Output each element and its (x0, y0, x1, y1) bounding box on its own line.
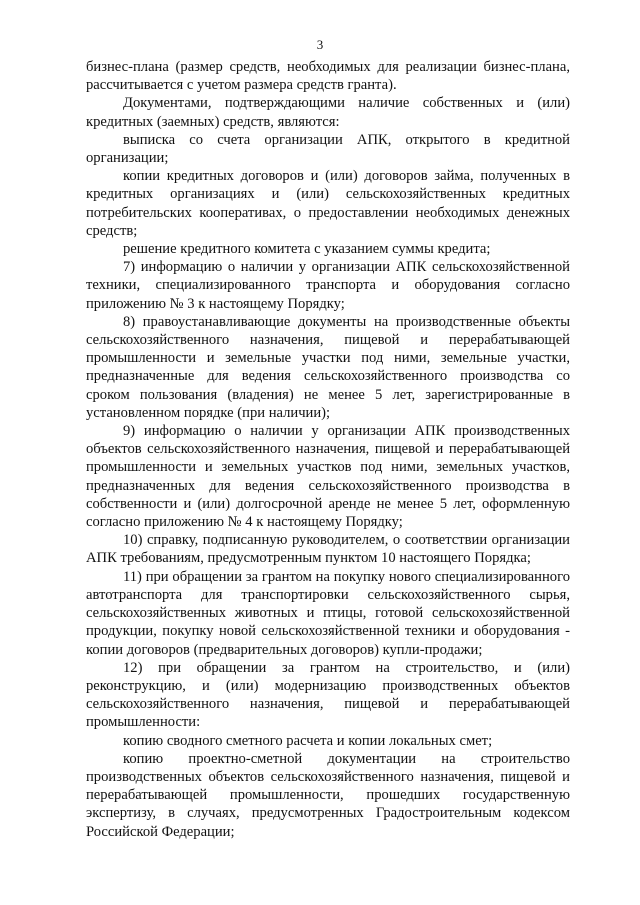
paragraph-1: бизнес-плана (размер средств, необходимых для реализации бизнес-плана, рассчитывается с учетом размера средств гранта). (86, 59, 570, 94)
paragraph-project-docs: копию проектно-сметной документации на строительство производственных объектов сельскохозяйственного назначения, пищевой и перерабатывающей промышленности, прошедших государственную экспертизу, в случаях, предусмотренных Градостроительным кодексом Российской Федерации; (86, 750, 570, 840)
paragraph-5: решение кредитного комитета с указанием суммы кредита; (123, 241, 491, 258)
paragraph-item-12: 12) при обращении за грантом на строительство, и (или) реконструкцию, и (или) модернизацию производственных объектов сельскохозяйственного назначения, пищевой и перерабатывающей промышленности: (86, 659, 570, 731)
paragraph-item-11: 11) при обращении за грантом на покупку нового специализированного автотранспорта для транспортировки сельскохозяйственного сырья, сельскохозяйственных животных и птицы, готовой сельскохозяйственной продукции, покупку новой сельскохозяйственной техники и оборудования - копии договоров (предварительных договоров) купли-продажи; (86, 568, 570, 658)
paragraph-2: Документами, подтверждающими наличие собственных и (или) кредитных (заемных) средств, являются: (86, 95, 570, 130)
document-body (86, 58, 570, 841)
page-number: 3 (316, 37, 324, 52)
paragraph-item-7: 7) информацию о наличии у организации АПК сельскохозяйственной техники, специализированного транспорта и оборудования согласно приложению № 3 к настоящему Порядку; (86, 259, 570, 312)
paragraph-item-8: 8) правоустанавливающие документы на производственные объекты сельскохозяйственного назначения, пищевой и перерабатывающей промышленности и земельные участки под ними, земельные участки, предназначенные для ведения сельскохозяйственного производства со сроком пользования (владения) не менее 5 лет, зарегистрированные в установленном порядке (при наличии); (86, 313, 570, 421)
paragraph-item-10: 10) справку, подписанную руководителем, о соответствии организации АПК требованиям, предусмотренным пунктом 10 настоящего Порядка; (86, 532, 570, 567)
paragraph-estimate: копию сводного сметного расчета и копии локальных смет; (123, 732, 493, 749)
paragraph-4: копии кредитных договоров и (или) договоров займа, полученных в кредитных организациях и (или) сельскохозяйственных кредитных потребительских кооперативах, о предоставлении необходимых денежных средств; (86, 168, 570, 239)
paragraph-3: выписка со счета организации АПК, открытого в кредитной организации; (86, 131, 570, 167)
paragraph-item-9: 9) информацию о наличии у организации АПК производственных объектов сельскохозяйственного назначения, пищевой и перерабатывающей промышленности и земельных участков под ними, земельных участков, предназначенных для ведения сельскохозяйственного производства в собственности и (или) долгосрочной аренде не менее 5 лет, оформленную согласно приложению № 4 к настоящему Порядку; (86, 423, 570, 531)
